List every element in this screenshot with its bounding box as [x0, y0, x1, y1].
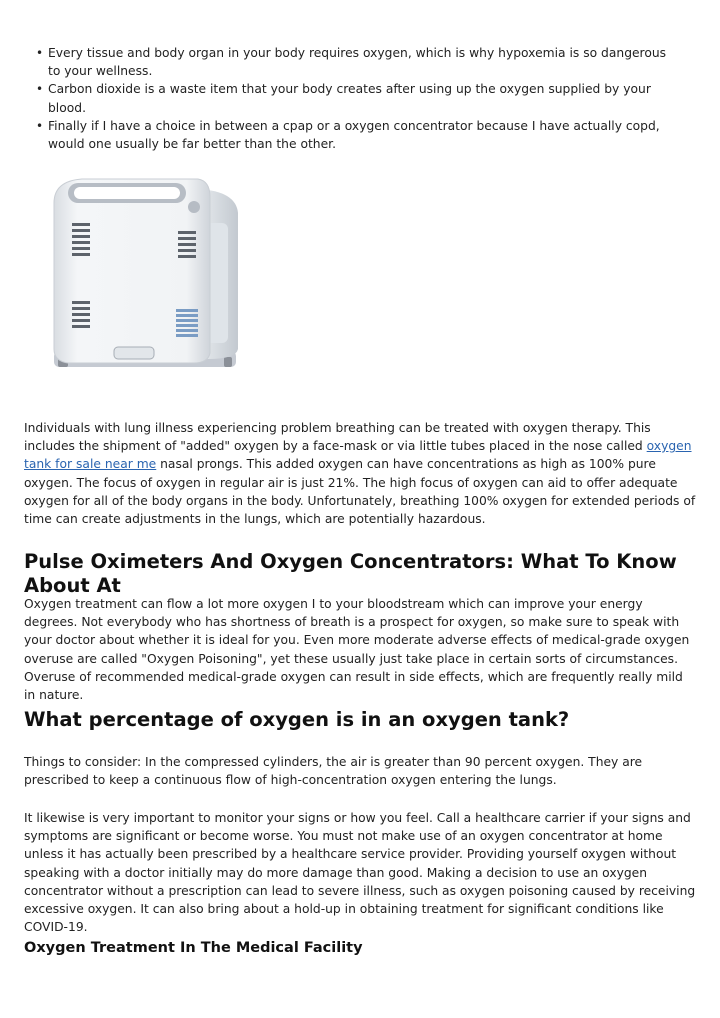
paragraph-intro: [24, 419, 696, 528]
section-heading: Pulse Oximeters And Oxygen Concentrators: What To Know About At: [24, 550, 677, 597]
paragraph-oxygen-treatment: Oxygen treatment can flow a lot more oxygen I to your bloodstream which can improve your energy degrees. Not everybody who has shortness of breath is a prospect for oxygen, so make sure to speak with your doctor about whether it is ideal for you. Even more moderate adverse effects of medical-grade oxygen overuse are called "Oxygen Poisoning", yet these usually just take place in certain sorts of circumstances. Overuse of recommended medical-grade oxygen can result in side effects, which are frequently really mild in nature.: [24, 597, 690, 703]
paragraph-monitor-signs: It likewise is very important to monitor your signs or how you feel. Call a healthcare carrier if your signs and symptoms are significant or become worse. You must not make use of an oxygen concentrator at home unless it has actually been prescribed by a healthcare service provider. Providing yourself oxygen without speaking with a doctor initially may do more damage than good. Making a decision to use an oxygen concentrator without a prescription can lead to severe illness, such as oxygen poisoning caused by receiving excessive oxygen. It can also bring about a hold-up in obtaining treatment for significant conditions like COVID-19.: [24, 811, 696, 935]
oxygen-concentrator-image: [48, 173, 244, 383]
oxygen-tank-link[interactable]: oxygen tank for sale near me: [24, 439, 692, 472]
section-heading: What percentage of oxygen is in an oxygen tank?: [24, 708, 570, 731]
paragraph-compressed-cylinders: Things to consider: In the compressed cylinders, the air is greater than 90 percent oxygen. They are prescribed to keep a continuous flow of high-concentration oxygen entering the lungs.: [24, 755, 643, 788]
paragraph-text: Individuals with lung illness experiencing problem breathing can be treated with oxygen therapy. This includes the shipment of "added" oxygen by a face-mask or via little tubes placed in the nose called: [24, 421, 651, 454]
bullet-list: [38, 44, 678, 153]
bullet-item: • Every tissue and body organ in your body requires oxygen, which is why hypoxemia is so dangerous to your wellness.: [38, 44, 678, 80]
bullet-item: • Carbon dioxide is a waste item that your body creates after using up the oxygen supplied by your blood.: [38, 80, 678, 116]
bullet-item: • Finally if I have a choice in between a cpap or a oxygen concentrator because I have actually copd, would one usually be far better than the other.: [38, 117, 678, 153]
paragraph-text: nasal prongs. This added oxygen can have concentrations as high as 100% pure oxygen. The focus of oxygen in regular air is just 21%. The high focus of oxygen can aid to offer adequate oxygen for all of the body organs in the body. Unfortunately, breathing 100% oxygen for extended periods of time can create adjustments in the lungs, which are potentially hazardous.: [24, 457, 696, 527]
subsection-heading: Oxygen Treatment In The Medical Facility: [24, 940, 363, 956]
